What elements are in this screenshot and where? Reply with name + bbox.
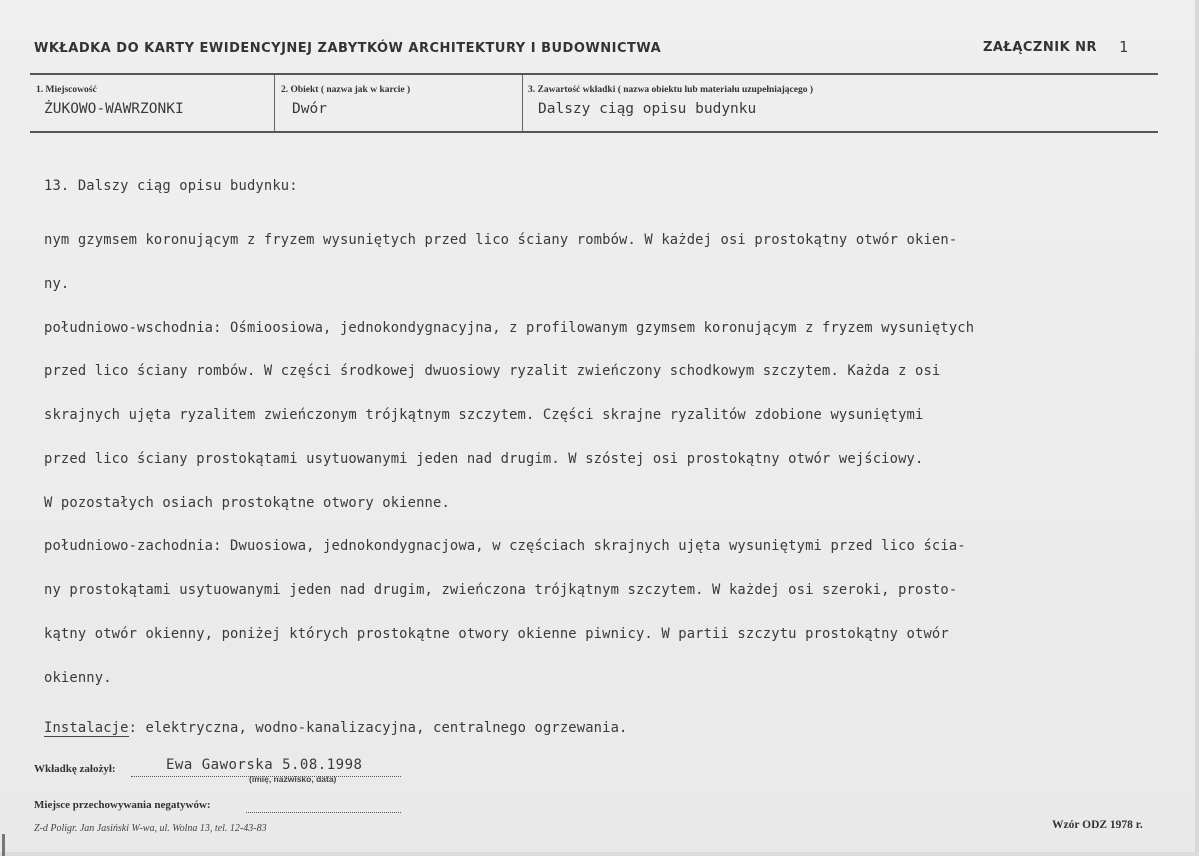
card-edge-bottom: [0, 852, 1199, 856]
object-label-text: 2. Obiekt: [281, 85, 319, 95]
description-line: przed lico ściany prostokątami usytuowanymi jeden nad drugim. W szóstej osi prostokątny otwór wejściowy.: [44, 450, 924, 467]
corner-mark: [2, 834, 5, 856]
description-line: południowo-wschodnia: Ośmioosiowa, jednokondygnacyjna, z profilowanym gzymsem koronującym z fryzem wysuniętych: [44, 319, 975, 336]
object-label-sub: ( nazwa jak w karcie ): [320, 85, 411, 95]
content-label: [528, 85, 813, 95]
description-line: południowo-zachodnia: Dwuosiowa, jednokondygnacjowa, w częściach skrajnych ujęta wysuniętymi przed lico ścia-: [44, 538, 966, 555]
content-label-sub: ( nazwa obiektu lub materiału uzupełniającego ): [617, 85, 814, 95]
negatives-dotted-line: [246, 811, 401, 813]
form-title: WKŁADKA DO KARTY EWIDENCYJNEJ ZABYTKÓW ARCHITEKTURY I BUDOWNICTWA: [34, 41, 662, 56]
description-line: przed lico ściany rombów. W części środkowej dwuosiowy ryzalit zwieńczony schodkowym szczytem. Każda z osi: [44, 363, 941, 380]
content-value: Dalszy ciąg opisu budynku: [538, 101, 757, 117]
card-edge-right: [1195, 0, 1199, 856]
negatives-label: Miejsce przechowywania negatywów:: [34, 799, 211, 811]
header-rule-bottom: [30, 131, 1158, 133]
annex-label: ZAŁĄCZNIK NR: [983, 40, 1098, 55]
installations-line: [44, 721, 974, 736]
object-label: [281, 85, 410, 95]
creator-caption: (imię, nazwisko, data): [249, 774, 337, 784]
section-heading: 13. Dalszy ciąg opisu budynku:: [44, 178, 298, 195]
description-body: [44, 150, 974, 764]
description-line: okienny.: [44, 669, 112, 686]
description-line: ny prostokątami usytuowanymi jeden nad drugim, zwieńczona trójkątnym szczytem. W każdej osi szeroki, prosto-: [44, 582, 958, 599]
object-value: Dwór: [292, 101, 327, 117]
description-line: skrajnych ujęta ryzalitem zwieńczonym trójkątnym szczytem. Części skrajne ryzalitów zdobione wysuniętymi: [44, 407, 924, 424]
creator-label: Wkładkę założył:: [34, 763, 116, 775]
locality-label: [36, 85, 97, 95]
content-label-text: 3. Zawartość wkładki: [528, 85, 616, 95]
description-line: kątny otwór okienny, poniżej których prostokątne otwory okienne piwnicy. W partii szczytu prostokątny otwór: [44, 626, 949, 642]
installations-value: : elektryczna, wodno-kanalizacyjna, centralnego ogrzewania.: [128, 719, 628, 736]
form-model: Wzór ODZ 1978 r.: [1052, 819, 1143, 831]
description-line: ny.: [44, 275, 70, 292]
annex-number: 1: [1119, 38, 1129, 56]
locality-value: ŻUKOWO-WAWRZONKI: [44, 101, 184, 117]
installations-label: Instalacje: [44, 719, 129, 736]
field-separator-2: [522, 75, 523, 131]
field-separator-1: [274, 75, 275, 131]
description-line: W pozostałych osiach prostokątne otwory okienne.: [44, 494, 450, 511]
creator-value: Ewa Gaworska 5.08.1998: [166, 757, 363, 773]
header-rule-top: [30, 73, 1158, 75]
description-line: nym gzymsem koronującym z fryzem wysuniętych przed lico ściany rombów. W każdej osi prostokątny otwór okien-: [44, 231, 958, 248]
printer-imprint: Z-d Poligr. Jan Jasiński W-wa, ul. Wolna 13, tel. 12-43-83: [34, 823, 267, 834]
locality-label-text: 1. Miejscowość: [36, 85, 97, 95]
